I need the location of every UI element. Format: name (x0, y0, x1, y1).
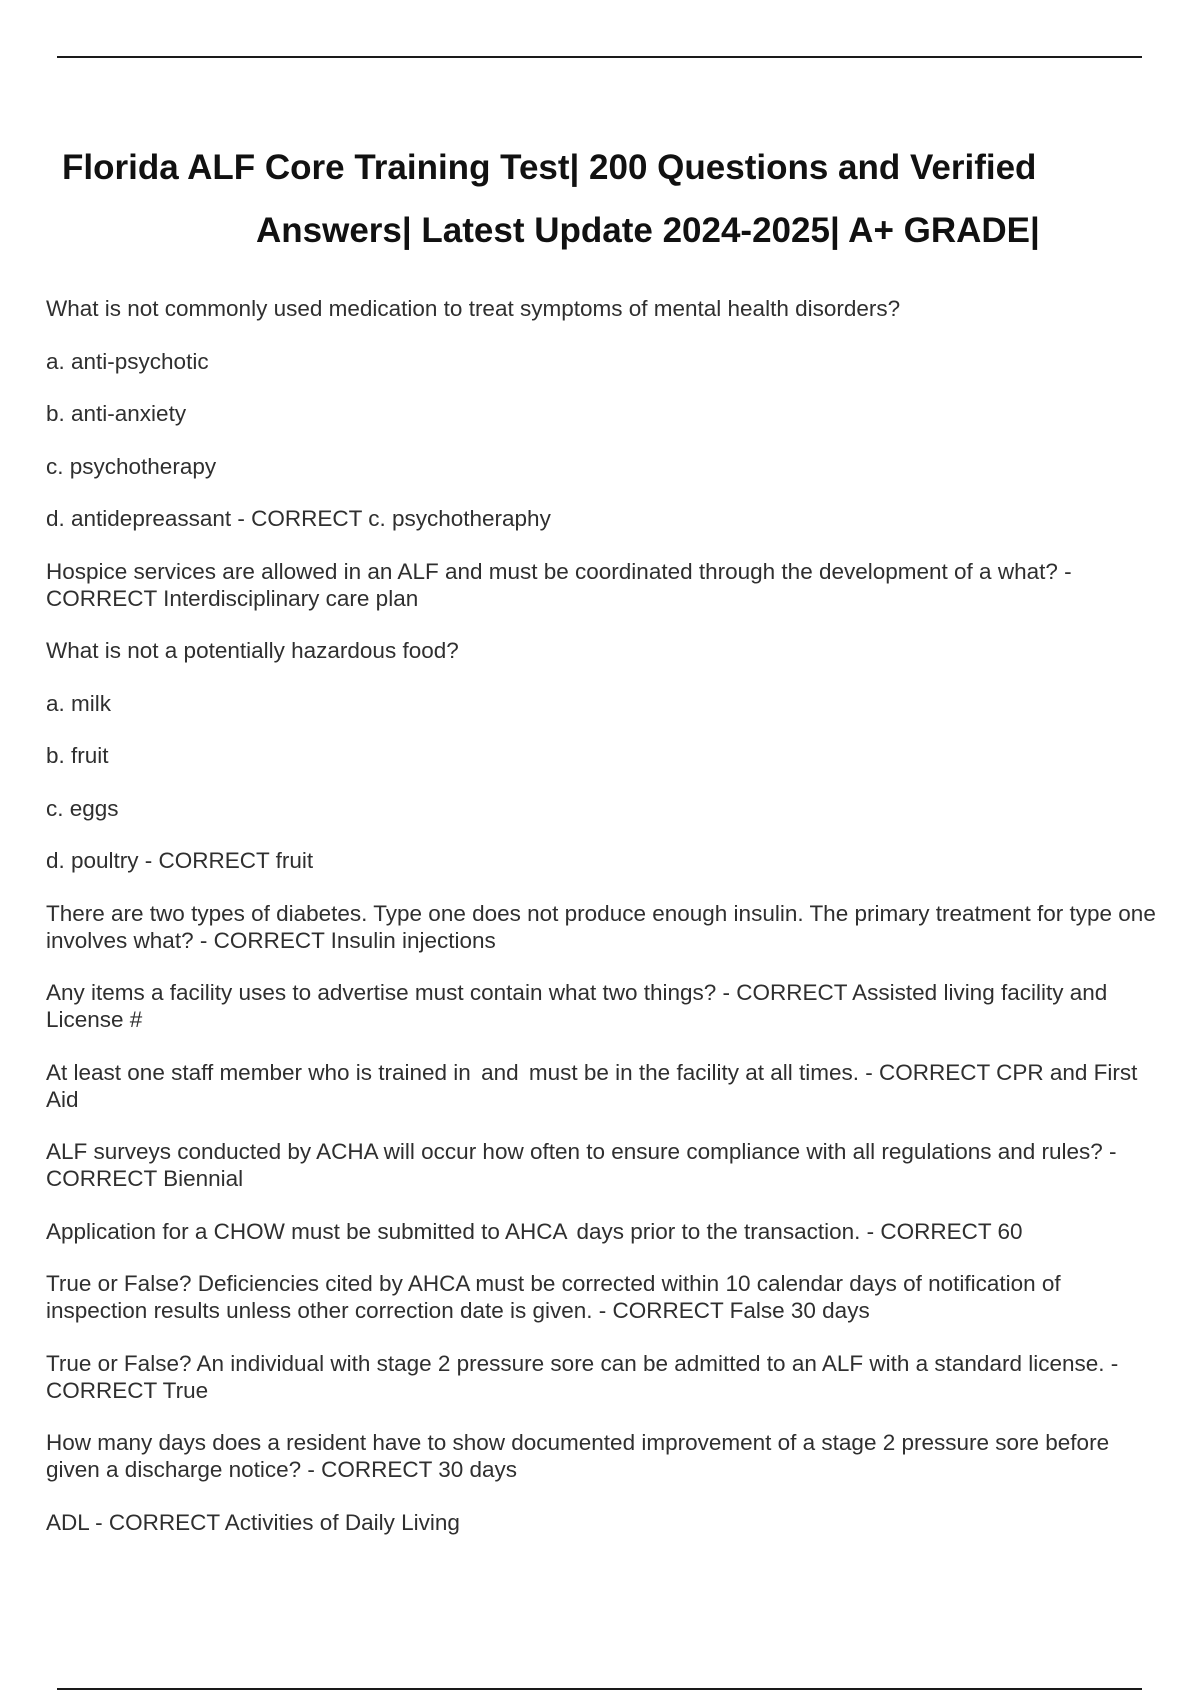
title-line-1: Florida ALF Core Training Test| 200 Questions and Verified (62, 148, 1037, 187)
question-fragment: Application for a CHOW must be submitted to AHCA (46, 1218, 573, 1244)
qa-content (46, 295, 1166, 1561)
question-text: ADL - CORRECT Activities of Daily Living (46, 1509, 460, 1535)
bottom-rule (57, 1688, 1142, 1690)
answer-option: c. psychotherapy (46, 453, 217, 479)
question-fragment: At least one staff member who is trained in (46, 1059, 478, 1085)
answer-option: c. eggs (46, 795, 119, 821)
answer-option: a. anti-psychotic (46, 348, 209, 374)
answer-option: d. poultry - CORRECT fruit (46, 848, 314, 873)
question-text: ALF surveys conducted by ACHA will occur how often to ensure compliance with all regulations and rules? - CORRECT Biennial (46, 1139, 1117, 1191)
answer-option: b. anti-anxiety (46, 401, 187, 426)
top-rule (57, 56, 1142, 58)
question-fragment: must be in the facility at all times. - CORRECT CPR and First Aid (46, 1059, 1138, 1112)
title-line-2: Answers| Latest Update 2024-2025| A+ GRADE| (256, 211, 1040, 250)
answer-option: a. milk (46, 690, 112, 716)
question-text: How many days does a resident have to show documented improvement of a stage 2 pressure sore before given a discharge notice? - CORRECT 30 days (46, 1430, 1110, 1482)
question-text: True or False? Deficiencies cited by AHCA must be corrected within 10 calendar days of notification of inspection results unless other correction date is given. - CORRECT False 30 days (46, 1271, 1061, 1323)
question-text: Hospice services are allowed in an ALF and must be coordinated through the development of a what? - CORRECT Interdisciplinary care plan (46, 558, 1072, 611)
question-text: True or False? An individual with stage 2 pressure sore can be admitted to an ALF with a standard license. - CORRECT True (46, 1350, 1119, 1403)
question-text (46, 1218, 1166, 1245)
question-text: There are two types of diabetes. Type one does not produce enough insulin. The primary treatment for type one involves what? - CORRECT Insulin injections (46, 900, 1156, 953)
answer-option: d. antidepreassant - CORRECT c. psychotheraphy (46, 506, 551, 531)
question-text: What is not commonly used medication to treat symptoms of mental health disorders? (46, 296, 901, 321)
question-fragment: and (481, 1059, 525, 1085)
question-fragment: days prior to the transaction. - CORRECT 60 (576, 1218, 1023, 1244)
question-text: What is not a potentially hazardous food? (46, 638, 459, 663)
question-text: Any items a facility uses to advertise must contain what two things? - CORRECT Assisted living facility and License # (46, 980, 1108, 1032)
answer-option: b. fruit (46, 743, 109, 768)
question-text (46, 1059, 1166, 1113)
